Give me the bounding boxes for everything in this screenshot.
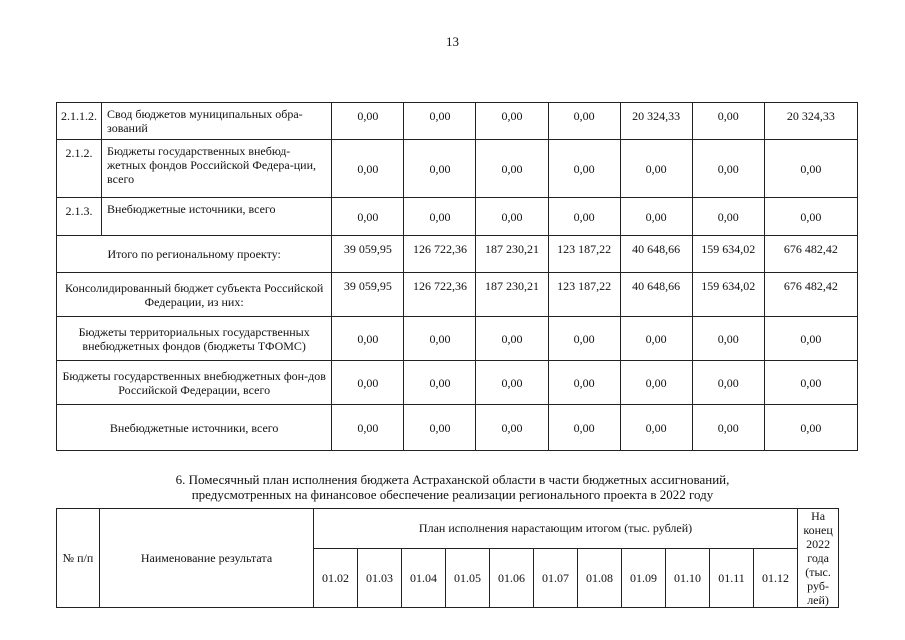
value-cell: 0,00 bbox=[692, 103, 764, 140]
summary-value-cell: 0,00 bbox=[476, 317, 548, 361]
month-header: 01.04 bbox=[402, 548, 446, 607]
month-header: 01.09 bbox=[622, 548, 666, 607]
value-cell: 0,00 bbox=[548, 140, 620, 198]
header-plan: План исполнения нарастающим итогом (тыс. рублей) bbox=[314, 509, 798, 549]
value-cell: 0,00 bbox=[404, 103, 476, 140]
budget-row bbox=[57, 103, 858, 140]
page-number: 13 bbox=[446, 34, 459, 49]
value-cell: 0,00 bbox=[548, 198, 620, 236]
summary-name: Консолидированный бюджет субъекта Российской Федерации, из них: bbox=[57, 273, 332, 317]
summary-value-cell: 0,00 bbox=[764, 317, 857, 361]
summary-value-cell: 123 187,22 bbox=[548, 273, 620, 317]
summary-value-cell: 676 482,42 bbox=[764, 236, 857, 273]
value-cell: 0,00 bbox=[476, 140, 548, 198]
value-cell: 0,00 bbox=[332, 140, 404, 198]
budget-table bbox=[56, 102, 858, 451]
summary-row bbox=[57, 405, 858, 451]
summary-value-cell: 40 648,66 bbox=[620, 273, 692, 317]
summary-value-cell: 676 482,42 bbox=[764, 273, 857, 317]
value-cell: 0,00 bbox=[404, 198, 476, 236]
summary-value-cell: 159 634,02 bbox=[692, 273, 764, 317]
month-header: 01.07 bbox=[534, 548, 578, 607]
row-code: 2.1.2. bbox=[57, 140, 102, 198]
month-header: 01.06 bbox=[490, 548, 534, 607]
month-header: 01.12 bbox=[754, 548, 798, 607]
value-cell: 0,00 bbox=[404, 140, 476, 198]
summary-value-cell: 159 634,02 bbox=[692, 236, 764, 273]
month-header: 01.03 bbox=[358, 548, 402, 607]
summary-row bbox=[57, 317, 858, 361]
summary-value-cell: 39 059,95 bbox=[332, 273, 404, 317]
row-name: Внебюджетные источники, всего bbox=[102, 198, 332, 236]
summary-name: Бюджеты территориальных государственных внебюджетных фондов (бюджеты ТФОМС) bbox=[57, 317, 332, 361]
section-6-title bbox=[60, 472, 845, 502]
summary-value-cell: 0,00 bbox=[332, 361, 404, 405]
month-header: 01.05 bbox=[446, 548, 490, 607]
value-cell: 0,00 bbox=[548, 103, 620, 140]
summary-value-cell: 187 230,21 bbox=[476, 236, 548, 273]
summary-value-cell: 0,00 bbox=[476, 361, 548, 405]
summary-value-cell: 0,00 bbox=[692, 317, 764, 361]
header-end-of-year: На конец 2022 года (тыс. руб-лей) bbox=[798, 509, 839, 608]
summary-value-cell: 0,00 bbox=[620, 405, 692, 451]
summary-value-cell: 0,00 bbox=[692, 361, 764, 405]
section-6-title-line-1: 6. Помесячный план исполнения бюджета Астраханской области в части бюджетных ассигнований, bbox=[175, 472, 730, 487]
summary-value-cell: 0,00 bbox=[476, 405, 548, 451]
value-cell: 20 324,33 bbox=[764, 103, 857, 140]
month-header: 01.10 bbox=[666, 548, 710, 607]
value-cell: 20 324,33 bbox=[620, 103, 692, 140]
summary-value-cell: 0,00 bbox=[548, 361, 620, 405]
monthly-plan-table bbox=[56, 508, 839, 608]
value-cell: 0,00 bbox=[764, 140, 857, 198]
summary-value-cell: 0,00 bbox=[692, 405, 764, 451]
summary-value-cell: 0,00 bbox=[404, 317, 476, 361]
summary-value-cell: 0,00 bbox=[764, 405, 857, 451]
row-name: Бюджеты государственных внебюд-жетных фондов Российской Федера-ции, всего bbox=[102, 140, 332, 198]
summary-value-cell: 0,00 bbox=[548, 405, 620, 451]
summary-value-cell: 0,00 bbox=[332, 405, 404, 451]
section-6-title-line-2: предусмотренных на финансовое обеспечение реализации регионального проекта в 2022 году bbox=[191, 487, 714, 502]
summary-value-cell: 123 187,22 bbox=[548, 236, 620, 273]
summary-row bbox=[57, 273, 858, 317]
summary-name: Итого по региональному проекту: bbox=[57, 236, 332, 273]
month-header: 01.02 bbox=[314, 548, 358, 607]
header-number: № п/п bbox=[57, 509, 100, 608]
value-cell: 0,00 bbox=[476, 103, 548, 140]
row-code: 2.1.3. bbox=[57, 198, 102, 236]
value-cell: 0,00 bbox=[620, 198, 692, 236]
summary-value-cell: 0,00 bbox=[620, 361, 692, 405]
value-cell: 0,00 bbox=[332, 198, 404, 236]
month-header: 01.11 bbox=[710, 548, 754, 607]
summary-row bbox=[57, 236, 858, 273]
budget-row bbox=[57, 140, 858, 198]
value-cell: 0,00 bbox=[620, 140, 692, 198]
summary-name: Бюджеты государственных внебюджетных фон-дов Российской Федерации, всего bbox=[57, 361, 332, 405]
row-name: Свод бюджетов муниципальных обра-зований bbox=[102, 103, 332, 140]
row-code: 2.1.1.2. bbox=[57, 103, 102, 140]
value-cell: 0,00 bbox=[764, 198, 857, 236]
summary-value-cell: 40 648,66 bbox=[620, 236, 692, 273]
summary-value-cell: 0,00 bbox=[404, 405, 476, 451]
summary-value-cell: 0,00 bbox=[620, 317, 692, 361]
summary-value-cell: 0,00 bbox=[404, 361, 476, 405]
month-header: 01.08 bbox=[578, 548, 622, 607]
summary-value-cell: 187 230,21 bbox=[476, 273, 548, 317]
budget-row bbox=[57, 198, 858, 236]
summary-value-cell: 0,00 bbox=[548, 317, 620, 361]
summary-value-cell: 0,00 bbox=[764, 361, 857, 405]
value-cell: 0,00 bbox=[692, 140, 764, 198]
header-result-name: Наименование результата bbox=[100, 509, 314, 608]
summary-name: Внебюджетные источники, всего bbox=[57, 405, 332, 451]
summary-value-cell: 126 722,36 bbox=[404, 273, 476, 317]
summary-value-cell: 0,00 bbox=[332, 317, 404, 361]
value-cell: 0,00 bbox=[692, 198, 764, 236]
summary-value-cell: 126 722,36 bbox=[404, 236, 476, 273]
summary-value-cell: 39 059,95 bbox=[332, 236, 404, 273]
summary-row bbox=[57, 361, 858, 405]
value-cell: 0,00 bbox=[476, 198, 548, 236]
value-cell: 0,00 bbox=[332, 103, 404, 140]
